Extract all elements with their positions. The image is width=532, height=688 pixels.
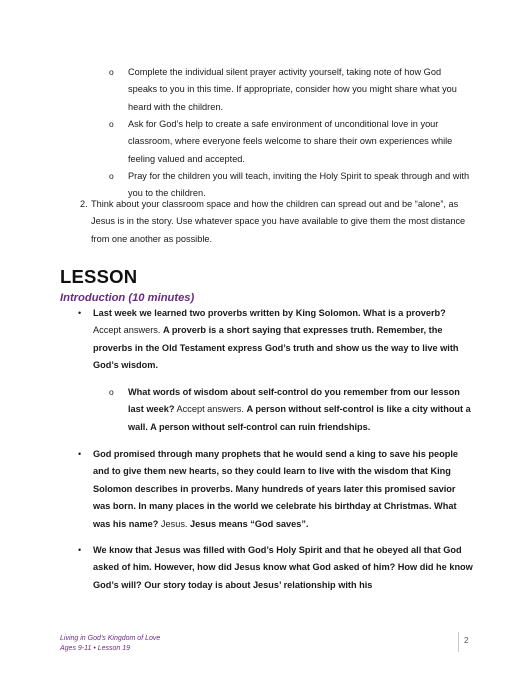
prep-subitem-text: Ask for God’s help to create a safe environment of unconditional love in your classroom, where everyone feels welcome to share their own experiences while feeling valued and accepted.: [128, 119, 453, 164]
bold-text: Jesus means “God saves”.: [190, 518, 309, 529]
list-item: [78, 305, 474, 375]
bold-text: God promised through many prophets that he would send a king to save his people and to give them new hearts, so they could learn to live with the wisdom that King Solomon describes in proverbs. Many hundreds of years later this promised savior was born. In many places in the world we celebrate his birthday at Christmas. What was his name?: [93, 449, 458, 529]
circle-bullet-icon: o: [109, 119, 114, 129]
circle-bullet-icon: o: [109, 171, 114, 181]
bullet-icon: •: [78, 545, 82, 555]
bold-text: Last week we learned two proverbs written by King Solomon. What is a proverb?: [93, 308, 446, 318]
prep-subitem: [110, 64, 472, 116]
page-number: 2: [464, 636, 469, 645]
prep-numbered-text: Think about your classroom space and how the children can spread out and be “alone”, as Jesus is in the story. Use whatever space you have available to give them the most distance from one another as possible.: [91, 199, 466, 244]
section-title: LESSON: [60, 266, 138, 287]
bold-text: We know that Jesus was filled with God’s Holy Spirit and that he obeyed all that God asked of him. However, how did Jesus know what God asked of him? How did he know God’s will? Our story today is about Jesus’ relationship with his: [93, 545, 473, 590]
bold-text: A proverb is a short saying that expresses truth. Remember, the proverbs in the Old Testament express God’s truth and show us the way to live with God’s wisdom.: [93, 325, 459, 371]
bold-text: What words of wisdom about self-control do you remember from our lesson last week?: [128, 387, 460, 415]
list-item-text: [78, 305, 474, 375]
list-subitem: [110, 384, 474, 436]
footer-divider: [458, 632, 459, 652]
prep-subitem: [110, 116, 472, 168]
bullet-icon: •: [78, 449, 82, 459]
circle-bullet-icon: o: [109, 387, 114, 397]
footer-title: Living in God’s Kingdom of Love: [60, 635, 161, 642]
page-footer: [60, 634, 160, 654]
prep-subitem-text: Pray for the children you will teach, inviting the Holy Spirit to speak through and with you to the children.: [128, 171, 470, 199]
subsection-title: Introduction (10 minutes): [60, 292, 195, 304]
bullet-icon: •: [78, 308, 82, 318]
list-item: [78, 446, 474, 533]
circle-bullet-icon: o: [109, 67, 114, 77]
list-item-text: [78, 446, 474, 533]
prep-numbered-item: [80, 196, 472, 248]
prep-subitem-text: Complete the individual silent prayer activity yourself, taking note of how God speaks to you in this time. If appropriate, consider how you might share what you heard with the children.: [128, 67, 457, 112]
plain-text: Accept answers.: [174, 404, 247, 415]
footer-subtitle: Ages 9-11 • Lesson 19: [60, 645, 131, 652]
list-item: [78, 542, 474, 594]
item-number: 2.: [80, 199, 88, 209]
plain-text: Jesus.: [158, 518, 191, 529]
plain-text: Accept answers.: [93, 325, 163, 336]
bold-text: A person without self-control is like a city without a wall. A person without self-control can ruin friendships.: [128, 404, 471, 432]
list-item-text: [78, 542, 474, 594]
list-subitem-text: [110, 384, 474, 436]
